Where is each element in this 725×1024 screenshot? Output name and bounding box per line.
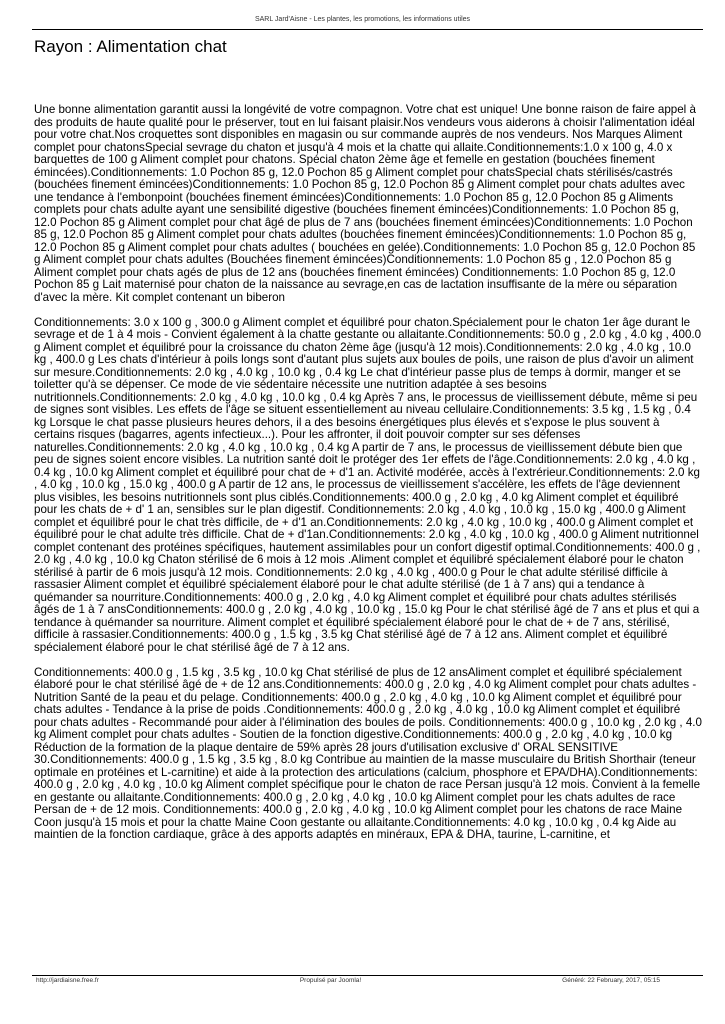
article-body xyxy=(34,104,702,854)
page-footer xyxy=(36,977,660,984)
site-header-line: SARL Jard'Aisne - Les plantes, les promotions, les informations utiles xyxy=(254,16,471,23)
footer-powered-by: Propulsé par Joomla! xyxy=(299,977,362,984)
body-paragraph-2: Conditionnements: 3.0 x 100 g , 300.0 g Aliment complet et équilibré pour chaton.Spécialement pour le chaton 1er âge durant le sevrage et de 1 à 4 mois - Convient également à la chatte gestante ou allaitante.Conditionnements: 50.0 g , 2.0 kg , 4.0 kg , 400.0 g Aliment complet et équilibré pour la croissance du chaton 2ème âge (jusqu'à 12 mois).Conditionnements: 2.0 kg , 4.0 kg , 10.0 kg , 400.0 g Les chats d'intérieur à poils longs sont d'autant plus sujets aux boules de poils, une raison de plus d'avoir un aliment sur mesure.Conditionnements: 2.0 kg , 4.0 kg , 10.0 kg , 0.4 kg Le chat d'intérieur passe plus de temps à dormir, manger et se toiletter qu'à se dépenser. Ce mode de vie sédentaire nécessite une nutrition adaptée à ses besoins nutritionnels.Conditionnements: 2.0 kg , 4.0 kg , 10.0 kg , 0.4 kg Après 7 ans, le processus de vieillissement débute, même si peu de signes sont visibles. Les effets de l'âge se situent essentiellement au niveau cellulaire.Conditionnements: 3.5 kg , 1.5 kg , 0.4 kg Lorsque le chat passe plusieurs heures dehors, il a des besoins énergétiques plus élevés et s'expose le plus souvent à certains risques (bagarres, agents infectieux...). Pour les affronter, il doit pouvoir compter sur ses défenses naturelles.Conditionnements: 2.0 kg , 4.0 kg , 10.0 kg , 0.4 kg A partir de 7 ans, le processus de vieillissement débute bien que peu de signes soient encore visibles. La nutrition santé doit le protéger des 1er effets de l'âge.Conditionnements: 2.0 kg , 4.0 kg , 0.4 kg , 10.0 kg Aliment complet et équilibré pour chat de + d'1 an. Activité modérée, accès à l'extrérieur.Conditionnements: 2.0 kg , 4.0 kg , 10.0 kg , 15.0 kg , 400.0 g A partir de 12 ans, le processus de vieillissement s'accélère, les effets de l'âge deviennent plus visibles, les besoins nutritionnels sont plus ciblés.Conditionnements: 400.0 g , 2.0 kg , 4.0 kg Aliment complet et équilibré pour les chats de + d' 1 an, sensibles sur le plan digestif. Conditionnements: 2.0 kg , 4.0 kg , 10.0 kg , 15.0 kg , 400.0 g Aliment complet et équilibré pour le chat très difficile, de + d'1 an.Conditionnements: 2.0 kg , 4.0 kg , 10.0 kg , 400.0 g Aliment complet et équilibré pour le chat adulte très difficile. Chat de + d'1an.Conditionnements: 2.0 kg , 4.0 kg , 10.0 kg , 400.0 g Aliment nutritionnel complet contenant des protéines spécifiques, hautement assimilables pour un confort digestif optimal.Conditionnements: 400.0 g , 2.0 kg , 4.0 kg , 10.0 kg Chaton stérilisé de 6 mois à 12 mois .Aliment complet et équilibré spécialement élaboré pour le chaton stérilisé à partir de 6 mois jusqu'à 12 mois. Conditionnements: 2.0 kg , 4.0 kg , 400.0 g Pour le chat adulte stérilisé difficile à rassasier Aliment complet et équilibré spécialement élaboré pour le chat adulte stérilisé (de 1 à 7 ans) qui a tendance à quémander sa nourriture.Conditionnements: 400.0 g , 2.0 kg , 4.0 kg Aliment complet et équilibré pour chats adultes stérilisés âgés de 1 à 7 ansConditionnements: 400.0 g , 2.0 kg , 4.0 kg , 10.0 kg , 15.0 kg Pour le chat stérilisé âgé de 7 ans et plus et qui a tendance à quémander sa nourriture. Aliment complet et équilibré spécialement élaboré pour le chat de + de 7 ans, stérilisé, difficile à rassasier.Conditionnements: 400.0 g , 1.5 kg , 3.5 kg Chat stérilisé âgé de 7 à 12 ans. Aliment complet et équilibré spécialement élaboré pour le chat stérilisé âgé de 7 à 12 ans. xyxy=(34,315,702,654)
page-title: Rayon : Alimentation chat xyxy=(34,37,227,56)
body-paragraph-1: Une bonne alimentation garantit aussi la longévité de votre compagnon. Votre chat est unique! Une bonne raison de faire appel à des produits de haute qualité pour le préserver, tout en lui faisant plaisir.Nos vendeurs vous aiderons à choisir l'alimentation idéal pour votre chat.Nos croquettes sont disponibles en magasin ou sur commande auprès de nos vendeurs. Nos Marques Aliment complet pour chatonsSpecial sevrage du chaton et jusqu'à 4 mois et la chatte qui allaite.Conditionnements:1.0 x 100 g, 4.0 x barquettes de 100 g Aliment complet pour chatons. Spécial chaton 2ème âge et femelle en gestation (bouchées finement émincées).Conditionnements: 1.0 Pochon 85 g, 12.0 Pochon 85 g Aliment complet pour chatsSpecial chats stérilisés/castrés (bouchées finement émincées)Conditionnements: 1.0 Pochon 85 g, 12.0 Pochon 85 g Aliment complet pour chats adultes avec une tendance à l'embonpoint (bouchées finement émincées)Conditionnements: 1.0 Pochon 85 g, 12.0 Pochon 85 g Aliments complets pour chats adulte ayant une sensibilité digestive (bouchées finement émincées)Conditionnements: 1.0 Pochon 85 g, 12.0 Pochon 85 g Aliment complet pour chat âgé de plus de 7 ans (bouchées finement émincées)Conditionnements: 1.0 Pochon 85 g, 12.0 Pochon 85 g Aliment complet pour chats adultes (bouchées finement émincées)Conditionnements: 1.0 Pochon 85 g, 12.0 Pochon 85 g Aliment complet pour chats adultes ( bouchées en gelée).Conditionnements: 1.0 Pochon 85 g, 12.0 Pochon 85 g Aliment complet pour chats adultes (Bouchées finement émincées)Conditionnements: 1.0 Pochon 85 g , 12.0 Pochon 85 g Aliment complet pour chats agés de plus de 12 ans (bouchées finement émincées) Conditionnements: 1.0 Pochon 85 g, 12.0 Pochon 85 g Lait maternisé pour chaton de la naissance au sevrage,en cas de lactation insuffisante de la mère ou séparation d'avec la mère. Kit complet contenant un biberon xyxy=(34,103,696,304)
footer-generated-date: Généré: 22 February, 2017, 05:15 xyxy=(562,977,660,984)
header-divider xyxy=(32,29,703,30)
footer-site-url[interactable]: http://jardiaisne.free.fr xyxy=(36,977,99,984)
footer-divider xyxy=(32,975,703,976)
body-paragraph-3: Conditionnements: 400.0 g , 1.5 kg , 3.5 kg , 10.0 kg Chat stérilisé de plus de 12 ansAliment complet et équilibré spécialement élaboré pour le chat stérilisé âgé de + de 12 ans.Conditionnements: 400.0 g , 2.0 kg , 4.0 kg Aliment complet pour chats adultes - Nutrition Santé de la peau et du pelage. Conditionnements: 400.0 g , 2.0 kg , 4.0 kg , 10.0 kg Aliment complet et équilibré pour chats adultes - Tendance à la prise de poids .Conditionnements: 400.0 g , 2.0 kg , 4.0 kg , 10.0 kg Aliment complet et équilibré pour chats adultes - Recommandé pour aider à l'élimination des boules de poils. Conditionnements: 400.0 g , 10.0 kg , 2.0 kg , 4.0 kg Aliment complet pour chats adultes - Soutien de la fonction digestive.Conditionnements: 400.0 g , 2.0 kg , 4.0 kg , 10.0 kg Réduction de la formation de la plaque dentaire de 59% après 28 jours d'utilisation exclusive d' ORAL SENSITIVE 30.Conditionnements: 400.0 g , 1.5 kg , 3.5 kg , 8.0 kg Contribue au maintien de la masse musculaire du British Shorthair (teneur optimale en protéines et L-carnitine) et aide à la protection des articulations (calcium, phosphore et EPA/DHA).Conditionnements: 400.0 g , 2.0 kg , 4.0 kg , 10.0 kg Aliment complet spécifique pour le chaton de race Persan jusqu'à 12 mois. Convient à la femelle en gestante ou allaitante.Conditionnements: 400.0 g , 2.0 kg , 4.0 kg , 10.0 kg Aliment complet pour les chats adultes de race Persan de + de 12 mois. Conditionnements: 400.0 g , 2.0 kg , 4.0 kg , 10.0 kg Aliment complet pour les chatons de race Maine Coon jusqu'à 15 mois et pour la chatte Maine Coon gestante ou allaitante.Conditionnements: 4.0 kg , 10.0 kg , 0.4 kg Aide au maintien de la fonction cardiaque, grâce à des apports adaptés en minéraux, EPA & DHA, taurine, L-carnitine, et xyxy=(34,665,702,841)
